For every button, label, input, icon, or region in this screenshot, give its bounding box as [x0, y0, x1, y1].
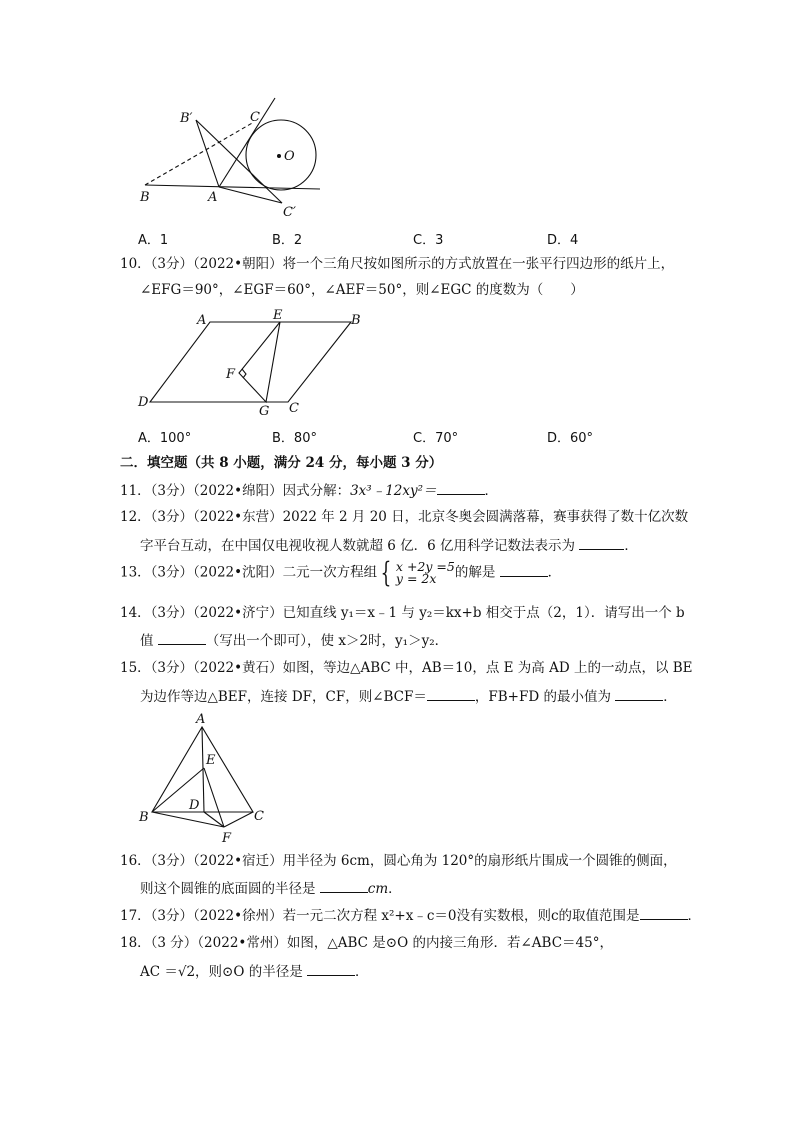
- label-b: B: [140, 190, 150, 205]
- q17-text: 17．（3分）（2022•徐州）若一元二次方程 x²+x﹣c＝0没有实数根，则c的取值范围是: [120, 908, 640, 924]
- q11-suffix: ．: [484, 483, 499, 499]
- q10-option-a: A．100°: [138, 431, 192, 446]
- q13-eq1: x +2y =5: [395, 559, 455, 574]
- q14-line2a: 值: [140, 633, 158, 649]
- q18-line2: [140, 963, 369, 980]
- q10-line2: ∠EFG＝90°，∠EGF＝60°，∠AEF＝50°，则∠EGC 的度数为（ ）: [140, 282, 584, 298]
- label-a: A: [208, 190, 218, 205]
- q16-line2: [140, 880, 402, 897]
- label-f: F: [222, 831, 232, 846]
- label-f: F: [226, 367, 236, 382]
- q15-line2a: 为边作等边△BEF，连接 DF，CF，则∠BCF＝: [140, 689, 427, 705]
- q15-line1: 15．（3分）（2022•黄石）如图，等边△ABC 中，AB＝10，点 E 为高 AD 上的一动点，以 BE: [120, 660, 693, 676]
- q13-prefix: 13．（3分）（2022•沈阳）二元一次方程组: [120, 564, 378, 581]
- label-o: O: [284, 149, 295, 164]
- q17: [120, 907, 701, 924]
- q11-expr: 3x³﹣12xy²＝: [350, 483, 437, 499]
- q10-option-c: C．70°: [413, 431, 459, 446]
- q16-suffix: ．: [388, 881, 402, 897]
- q16-unit: cm: [367, 881, 389, 897]
- q12-suffix: ．: [624, 538, 638, 554]
- q12-line2-text: 字平台互动，在中国仅电视收视人数就超 6 亿．6 亿用科学记数法表示为: [140, 538, 580, 554]
- line-e-f: [204, 768, 224, 827]
- q12-line1: 12．（3分）（2022•东营）2022 年 2 月 20 日，北京冬奥会圆满落幕，赛事获得了数十亿次数: [120, 509, 689, 525]
- q18-line1: 18．（3 分）（2022•常州）如图，△ABC 是⊙O 的内接三角形．若∠ABC＝45°，: [120, 935, 613, 951]
- label-b: B: [351, 313, 361, 328]
- q13-brace: {: [380, 556, 392, 589]
- label-c: C: [289, 401, 299, 416]
- q16-blank: [320, 880, 368, 893]
- q17-blank: [640, 907, 688, 920]
- label-cp: C′: [283, 205, 296, 220]
- q13-middle: 的解是: [454, 564, 500, 581]
- q18-blank: [307, 963, 355, 976]
- q16-line2a: 则这个圆锥的底面圆的半径是: [140, 881, 320, 897]
- label-e: E: [206, 753, 216, 768]
- q11-prefix: 11．（3分）（2022•绵阳）因式分解：: [120, 483, 351, 499]
- q15-suffix: ．: [663, 689, 677, 705]
- line-c-f: [224, 812, 253, 827]
- q18-line2a: AC ＝√2，则⊙O 的半径是: [140, 964, 308, 980]
- q10-line1: 10．（3分）（2022•朝阳）将一个三角尺按如图所示的方式放置在一张平行四边形的纸片上，: [120, 256, 675, 272]
- q13-suffix: ．: [547, 564, 562, 581]
- section-heading-fill-in: 二．填空题（共 8 小题，满分 24 分，每小题 3 分）: [120, 455, 443, 471]
- label-c: C: [254, 809, 264, 824]
- q15-line2b: ，FB+FD 的最小值为: [474, 689, 616, 705]
- q9-option-c: C．3: [413, 233, 444, 248]
- label-g: G: [259, 404, 270, 419]
- q9-option-d: D．4: [547, 233, 579, 248]
- label-a: A: [196, 712, 206, 727]
- q10-option-b: B．80°: [272, 431, 317, 446]
- label-b: B: [139, 810, 149, 825]
- q9-option-a: A．1: [138, 233, 169, 248]
- q9-option-b: B．2: [272, 233, 303, 248]
- label-c: C: [250, 110, 260, 125]
- label-bp: B′: [180, 111, 193, 126]
- q18-suffix: ．: [355, 964, 369, 980]
- q16-line1: 16．（3分）（2022•宿迁）用半径为 6cm，圆心角为 120°的扇形纸片围成一个圆锥的侧面，: [120, 853, 677, 869]
- q17-suffix: ．: [687, 908, 702, 924]
- q14-line2b: （写出一个即可），使 x＞2时，y₁＞y₂．: [205, 633, 449, 649]
- label-a: A: [197, 313, 207, 328]
- label-d: D: [189, 798, 200, 813]
- label-e: E: [273, 308, 283, 323]
- q13-eq2: y = 2x: [395, 571, 437, 586]
- q10-option-d: D．60°: [547, 431, 594, 446]
- q14-line1: 14．（3分）（2022•济宁）已知直线 y₁＝x﹣1 与 y₂＝kx+b 相交于点（2，1）．请写出一个 b: [120, 605, 685, 621]
- label-d: D: [138, 395, 149, 410]
